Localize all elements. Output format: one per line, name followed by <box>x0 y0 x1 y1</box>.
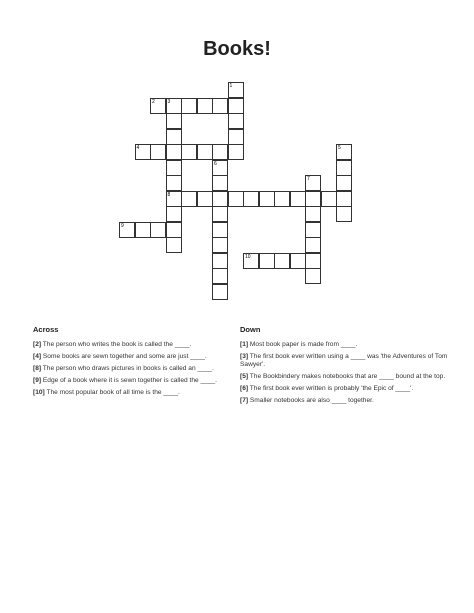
cell-number: 9 <box>121 222 124 229</box>
cell-number: 1 <box>229 83 233 89</box>
crossword-cell[interactable] <box>305 237 321 253</box>
clue-number: [2] <box>33 341 42 348</box>
crossword-cell[interactable] <box>166 144 182 160</box>
clue-number: [7] <box>240 397 249 404</box>
crossword-cell[interactable] <box>166 206 182 222</box>
down-clue <box>240 385 452 393</box>
crossword-cell[interactable] <box>166 129 182 145</box>
crossword-cell[interactable] <box>150 144 166 160</box>
crossword-cell[interactable] <box>243 253 259 269</box>
crossword-cell[interactable] <box>212 175 228 191</box>
crossword-cell[interactable] <box>212 144 228 160</box>
crossword-cell[interactable] <box>150 98 166 114</box>
crossword-cell[interactable] <box>197 144 213 160</box>
crossword-cell[interactable] <box>166 113 182 129</box>
clue-number: [10] <box>33 389 45 396</box>
crossword-cell[interactable] <box>228 191 244 207</box>
crossword-cell[interactable] <box>166 175 182 191</box>
crossword-cell[interactable] <box>166 237 182 253</box>
crossword-cell[interactable] <box>119 222 135 238</box>
crossword-cell[interactable] <box>212 268 228 284</box>
crossword-cell[interactable] <box>166 98 182 114</box>
crossword-cell[interactable] <box>305 222 321 238</box>
crossword-cell[interactable] <box>336 206 352 222</box>
crossword-cell[interactable] <box>212 222 228 238</box>
crossword-cell[interactable] <box>228 113 244 129</box>
clue-text: Most book paper is made from ____. <box>249 341 358 348</box>
cell-number: 2 <box>152 98 155 105</box>
page-title: Books! <box>203 38 271 60</box>
clue-text: The first book ever written is probably 'the Epic of ____'. <box>249 385 414 392</box>
across-clue-list <box>33 341 233 397</box>
across-clue <box>33 365 233 373</box>
down-clue <box>240 373 452 381</box>
cell-number: 7 <box>307 176 310 182</box>
across-clues <box>33 326 233 401</box>
crossword-cell[interactable] <box>135 144 151 160</box>
crossword-cell[interactable] <box>305 253 321 269</box>
cell-number: 3 <box>167 98 171 105</box>
crossword-cell[interactable] <box>181 144 197 160</box>
clue-number: [5] <box>240 373 249 380</box>
clue-number: [4] <box>33 353 42 360</box>
crossword-cell[interactable] <box>212 98 228 114</box>
crossword-cell[interactable] <box>166 191 182 207</box>
across-clue <box>33 341 233 349</box>
crossword-cell[interactable] <box>274 253 290 269</box>
crossword-cell[interactable] <box>212 237 228 253</box>
crossword-cell[interactable] <box>212 160 228 176</box>
crossword-cell[interactable] <box>150 222 166 238</box>
crossword-cell[interactable] <box>135 222 151 238</box>
crossword-cell[interactable] <box>197 98 213 114</box>
crossword-cell[interactable] <box>243 191 259 207</box>
cell-number: 5 <box>338 145 341 151</box>
down-clue <box>240 353 452 369</box>
crossword-cell[interactable] <box>181 98 197 114</box>
clue-number: [8] <box>33 365 42 372</box>
crossword-cell[interactable] <box>336 144 352 160</box>
crossword-cell[interactable] <box>305 268 321 284</box>
crossword-cell[interactable] <box>197 191 213 207</box>
across-clue <box>33 389 233 397</box>
clue-number: [3] <box>240 353 249 360</box>
crossword-cell[interactable] <box>259 191 275 207</box>
crossword-cell[interactable] <box>259 253 275 269</box>
clue-number: [9] <box>33 377 42 384</box>
crossword-cell[interactable] <box>305 206 321 222</box>
crossword-cell[interactable] <box>212 206 228 222</box>
crossword-cell[interactable] <box>290 191 306 207</box>
clue-text: The first book ever written using a ____ was 'the Adventures of Tom Sawyer'. <box>240 353 448 368</box>
crossword-cell[interactable] <box>336 191 352 207</box>
crossword-cell[interactable] <box>166 160 182 176</box>
clue-text: Some books are sewn together and some are just ____. <box>42 353 207 360</box>
crossword-cell[interactable] <box>336 175 352 191</box>
clue-number: [6] <box>240 385 249 392</box>
crossword-cell[interactable] <box>228 82 244 98</box>
clue-number: [1] <box>240 341 249 348</box>
clue-text: The person who draws pictures in books is called an ____. <box>42 365 214 372</box>
crossword-cell[interactable] <box>212 284 228 300</box>
clue-text: The most popular book of all time is the ____. <box>46 389 180 396</box>
crossword-cell[interactable] <box>228 129 244 145</box>
down-clue <box>240 397 452 405</box>
down-clue <box>240 341 452 349</box>
clue-text: The person who writes the book is called the ____. <box>42 341 192 348</box>
crossword-cell[interactable] <box>181 191 197 207</box>
crossword-cell[interactable] <box>212 253 228 269</box>
cell-number: 8 <box>167 191 171 198</box>
clue-text: The Bookbindery makes notebooks that are ____ bound at the top. <box>249 373 446 380</box>
cell-number: 10 <box>245 253 251 260</box>
across-clue <box>33 353 233 361</box>
cell-number: 6 <box>214 160 217 167</box>
crossword-cell[interactable] <box>305 191 321 207</box>
clue-text: Smaller notebooks are also ____ together. <box>249 397 374 404</box>
crossword-cell[interactable] <box>228 98 244 114</box>
crossword-cell[interactable] <box>305 175 321 191</box>
crossword-cell[interactable] <box>166 222 182 238</box>
cell-number: 4 <box>136 145 140 151</box>
down-clues <box>240 326 452 409</box>
down-clue-list <box>240 341 452 405</box>
across-heading: Across <box>33 325 59 334</box>
crossword-cell[interactable] <box>290 253 306 269</box>
crossword-cell[interactable] <box>321 191 337 207</box>
down-heading: Down <box>240 325 261 334</box>
clue-text: Edge of a book where it is sewn together is called the ____. <box>42 377 218 384</box>
crossword-cell[interactable] <box>228 144 244 160</box>
crossword-cell[interactable] <box>212 191 228 207</box>
across-clue <box>33 377 233 385</box>
crossword-cell[interactable] <box>274 191 290 207</box>
crossword-cell[interactable] <box>336 160 352 176</box>
